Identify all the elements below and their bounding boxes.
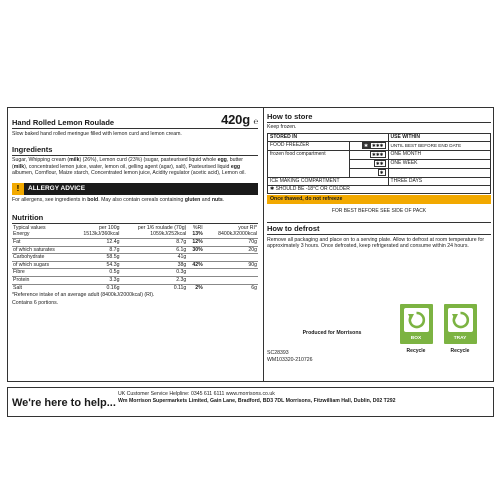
product-code: SC28393 bbox=[267, 350, 289, 356]
nutrition-cell-your: 70g bbox=[204, 238, 258, 246]
recycle-tray-badge bbox=[441, 304, 479, 354]
right-column bbox=[267, 112, 491, 250]
ingredients-heading: Ingredients bbox=[12, 145, 258, 156]
nutrition-cell-ri bbox=[187, 269, 203, 277]
defrost-heading: How to defrost bbox=[267, 222, 491, 235]
recycle-arrows-icon bbox=[451, 310, 470, 330]
nutrition-cell-name: Energy bbox=[13, 231, 30, 238]
product-name: Hand Rolled Lemon Roulade bbox=[12, 118, 115, 127]
footer-tagline: We're here to help... bbox=[12, 397, 116, 409]
nutrition-cell-ri: 30% bbox=[187, 246, 203, 254]
nutrition-cell-name: Fibre bbox=[12, 269, 70, 277]
nutrition-cell-your bbox=[204, 269, 258, 277]
freezer-temp-note: ✱ SHOULD BE -18°C OR COLDER bbox=[268, 185, 491, 193]
footer-addresses: Wm Morrison Supermarkets Limited, Gain Lane, Bradford, BD3 7DL Morrisons, Fitzwilliam Hall, Dublin, D02 T292 bbox=[118, 398, 396, 404]
nutrition-cell-per100: 3.3g bbox=[70, 276, 120, 284]
nutrition-cell-your: 6g bbox=[204, 284, 258, 291]
nutrition-table bbox=[12, 225, 258, 291]
thawed-warning: Once thawed, do not refreeze bbox=[267, 195, 491, 204]
nutrition-cell-portion: 2.3g bbox=[120, 276, 187, 284]
allergy-advice-bar bbox=[12, 183, 258, 195]
footer-panel bbox=[7, 387, 494, 417]
storage-use bbox=[388, 168, 490, 177]
storage-use: ONE MONTH bbox=[388, 150, 490, 159]
star-icon: ✱ bbox=[379, 169, 384, 175]
defrost-text: Remove all packaging and place on to a serving plate. Allow to defrost at room temperature for approximately 3 hours. Once defrosted, keep refrigerated and consume within 24 hours. bbox=[267, 236, 485, 250]
nutrition-col-header: %RI bbox=[192, 224, 203, 231]
nutrition-col-header: Typical values bbox=[13, 224, 46, 231]
nutrition-cell-per100: 1513kJ/360kcal bbox=[83, 231, 120, 238]
nutrition-cell-per100: 8.7g bbox=[70, 246, 120, 254]
storage-use: UNTIL BEST BEFORE END DATE bbox=[388, 141, 490, 150]
best-before-note: FOR BEST BEFORE SEE SIDE OF PACK bbox=[331, 207, 427, 214]
nutrition-row bbox=[12, 246, 258, 254]
footer-helpline: UK Customer Service Helpline: 0345 611 6111 www.morrisons.co.uk bbox=[118, 391, 275, 397]
warning-icon: ! bbox=[12, 183, 24, 195]
nutrition-cell-per100: 54.3g bbox=[70, 261, 120, 269]
nutrition-cell-portion: 0.11g bbox=[120, 284, 187, 291]
storage-place: FOOD FREEZER bbox=[268, 141, 350, 150]
storage-place: frozen food compartment bbox=[268, 150, 350, 177]
batch-code: WM103320-210726 bbox=[267, 357, 313, 363]
nutrition-cell-your bbox=[204, 254, 258, 262]
recycle-box-badge bbox=[397, 304, 435, 354]
nutrition-cell-ri bbox=[187, 254, 203, 262]
nutrition-cell-your: 90g bbox=[204, 261, 258, 269]
nutrition-cell-ri bbox=[187, 276, 203, 284]
product-title-row bbox=[12, 112, 258, 129]
freezer-star-icon: ✱ bbox=[364, 142, 368, 148]
storage-keep-frozen: Keep frozen. bbox=[267, 124, 297, 130]
recycle-label: TRAY bbox=[453, 336, 467, 341]
nutrition-col-header: per 100g bbox=[98, 224, 120, 231]
storage-table bbox=[267, 133, 491, 194]
nutrition-row bbox=[12, 261, 258, 269]
allergy-title: ALLERGY ADVICE bbox=[24, 183, 258, 195]
stars-icon: ✱✱ bbox=[375, 160, 384, 166]
product-weight: 420g ℮ bbox=[221, 112, 258, 127]
nutrition-row bbox=[12, 276, 258, 284]
freezer-stars-icon: ✱✱✱ bbox=[371, 142, 384, 148]
nutrition-cell-portion: 0.3g bbox=[120, 269, 187, 277]
storage-col-use: USE WITHIN bbox=[388, 133, 490, 141]
label-panel bbox=[7, 107, 494, 382]
nutrition-row bbox=[12, 269, 258, 277]
nutrition-cell-your: 8400kJ/2000kcal bbox=[218, 231, 257, 238]
nutrition-cell-name: of which saturates bbox=[12, 246, 70, 254]
storage-place: ICE MAKING COMPARTMENT bbox=[268, 177, 389, 185]
nutrition-cell-name: Salt bbox=[12, 284, 70, 291]
nutrition-col-header: per 1/6 roulade (70g) bbox=[137, 224, 187, 231]
nutrition-header-row bbox=[12, 225, 258, 232]
stars-icon: ✱✱✱ bbox=[371, 151, 384, 157]
nutrition-cell-portion: 41g bbox=[120, 254, 187, 262]
nutrition-heading: Nutrition bbox=[12, 213, 258, 224]
storage-use: ONE WEEK bbox=[388, 159, 490, 168]
nutrition-cell-name: Fat bbox=[12, 238, 70, 246]
nutrition-cell-per100: 58.5g bbox=[70, 254, 120, 262]
ingredients-text: Sugar, Whipping cream (milk) (26%), Lemon curd (23%) (sugar, pasteurised liquid whole egg, butter (milk), concentrated lemon juice, water, lemon oil, gelling agent (agar), salt), Pasteurised liquid egg albumen, Cornflour, Maize starch, Concentrated lemon juice, Acidity regulator (acetic acid), Lemon oil. bbox=[12, 157, 246, 177]
nutrition-cell-name: of which sugars bbox=[12, 261, 70, 269]
nutrition-cell-ri: 12% bbox=[187, 238, 203, 246]
recycle-caption: Recycle bbox=[450, 348, 470, 354]
left-column bbox=[12, 112, 258, 306]
recycle-label: BOX bbox=[410, 336, 422, 341]
nutrition-footnote-ri: *Reference intake of an average adult (8400kJ/2000kcal) (RI). bbox=[12, 292, 155, 299]
allergy-text: For allergens, see ingredients in bold. May also contain cereals containing gluten and nuts. bbox=[12, 196, 225, 203]
nutrition-cell-portion: 8.7g bbox=[120, 238, 187, 246]
nutrition-row bbox=[12, 238, 258, 246]
produced-for: Produced for Morrisons bbox=[302, 330, 362, 336]
product-description: Slow baked hand rolled meringue filled with lemon curd and lemon cream. bbox=[12, 131, 182, 137]
nutrition-cell-ri: 42% bbox=[187, 261, 203, 269]
nutrition-row bbox=[12, 254, 258, 262]
product-codes bbox=[267, 350, 313, 364]
nutrition-col-header: your RI* bbox=[238, 224, 257, 231]
storage-col-stored: STORED IN bbox=[268, 133, 389, 141]
nutrition-cell-your bbox=[204, 276, 258, 284]
nutrition-cell-name: Protein bbox=[12, 276, 70, 284]
nutrition-cell-your: 20g bbox=[204, 246, 258, 254]
nutrition-cell-ri: 2% bbox=[187, 284, 203, 291]
nutrition-cell-portion: 6.1g bbox=[120, 246, 187, 254]
column-divider bbox=[263, 108, 264, 381]
nutrition-cell-per100: 12.4g bbox=[70, 238, 120, 246]
recycle-arrows-icon bbox=[407, 310, 426, 330]
nutrition-cell-per100: 0.5g bbox=[70, 269, 120, 277]
recycle-caption: Recycle bbox=[406, 348, 426, 354]
nutrition-row bbox=[12, 231, 258, 238]
storage-use: THREE DAYS bbox=[388, 177, 490, 185]
nutrition-cell-name: Carbohydrate bbox=[12, 254, 70, 262]
nutrition-cell-ri: 13% bbox=[192, 231, 203, 238]
nutrition-row bbox=[12, 284, 258, 291]
storage-heading: How to store bbox=[267, 112, 491, 123]
nutrition-cell-per100: 0.16g bbox=[70, 284, 120, 291]
nutrition-cell-portion: 1059kJ/252kcal bbox=[150, 231, 187, 238]
estimated-sign: ℮ bbox=[253, 117, 258, 126]
nutrition-footnote-portions: Contains 6 portions. bbox=[12, 299, 59, 306]
nutrition-cell-portion: 38g bbox=[120, 261, 187, 269]
